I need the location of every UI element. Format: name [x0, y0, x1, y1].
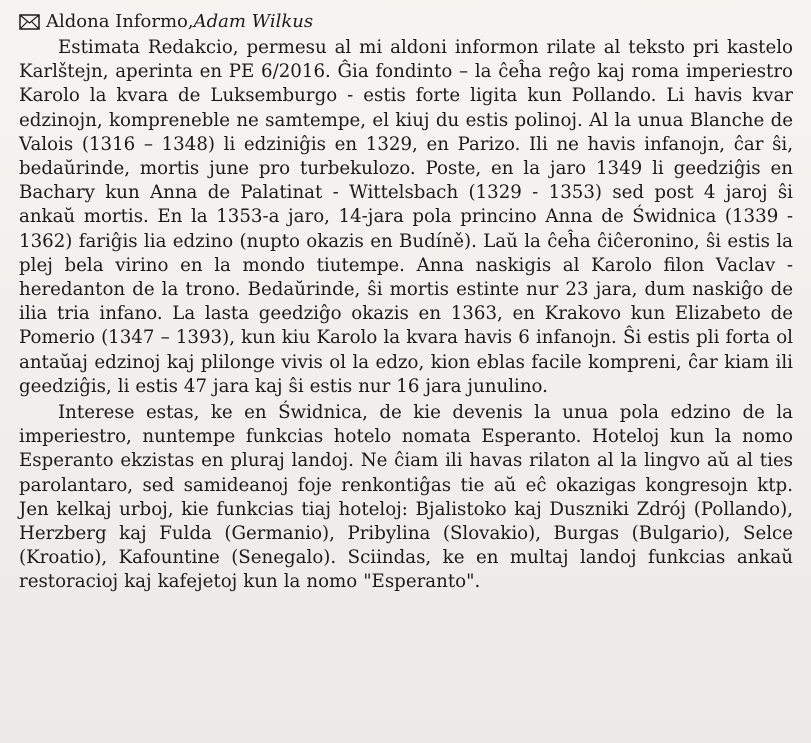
show-through-bottom [0, 736, 811, 743]
letter-paragraph-2: Interese estas, ke en Świdnica, de kie devenis la unua pola edzino de la imperiestro, nuntempe funkcias hotelo nomata Esperanto. Hoteloj kun la nomo Esperanto ekzistas en pluraj landoj. Ne ĉiam ili havas rilaton al la lingvo aŭ al ties parolantaro, sed samideanoj foje renkontiĝas tie aŭ eĉ okazigas kongresojn ktp. Jen kelkaj urboj, kie funkcias tiaj hoteloj: Bjalistoko kaj Duszniki Zdrój (Pollando), Herzberg kaj Fulda (Germanio), Pribylina (Slovakio), Burgas (Bulgario), Selce (Kroatio), Kafountine (Senegalo). Sciindas, ke en multaj landoj funkcias ankaŭ restoracioj kaj kafejetoj kun la nomo "Esperanto". [19, 402, 793, 593]
letter-paragraph-1: Estimata Redakcio, permesu al mi aldoni informon rilate al teksto pri kastelo Karlštejn, aperinta en PE 6/2016. Ĝia fondinto – la ĉeĥa reĝo kaj roma imperiestro Karolo la kvara de Luksemburgo - estis forte ligita kun Pollando. Li havis kvar edzinojn, kompreneble ne samtempe, el kiuj du estis polinoj. Al la unua Blanche de Valois (1316 – 1348) li edziniĝis en 1329, en Parizo. Ili ne havis infanojn, ĉar ŝi, bedaŭrinde, mortis june pro turbekulozo. Poste, en la jaro 1349 li geedziĝis en Bachary kun Anna de Palatinat - Wittelsbach (1329 - 1353) sed post 4 jaroj ŝi ankaŭ mortis. En la 1353-a jaro, 14-jara pola princino Anna de Świdnica (1339 - 1362) fariĝis lia edzino (nupto okazis en Budíně). Laŭ la ĉeĥa ĉiĉeronino, ŝi estis la plej bela virino en la mondo tiutempe. Anna naskigis al Karolo filon Vaclav - heredanton de la trono. Bedaŭrinde, ŝi mortis estinte nur 23 jara, dum naskiĝo de ilia tria infano. La lasta geedziĝo okazis en 1363, en Krakovo kun Elizabeto de Pomerio (1347 – 1393), kun kiu Karolo la kvara havis 6 infanojn. Ŝi estis pli forta ol antaŭaj edzinoj kaj plilonge vivis ol la edzo, kion eblas facile kompreni, ĉar kiam ili geedziĝis, li estis 47 jara kaj ŝi estis nur 16 jara junulino. [19, 37, 793, 397]
letter-title: Aldona Informo, [46, 11, 194, 32]
author-name: Adam Wilkus [193, 11, 314, 32]
envelope-icon [19, 14, 40, 30]
show-through-top [0, 0, 811, 4]
letter-header [19, 8, 793, 36]
